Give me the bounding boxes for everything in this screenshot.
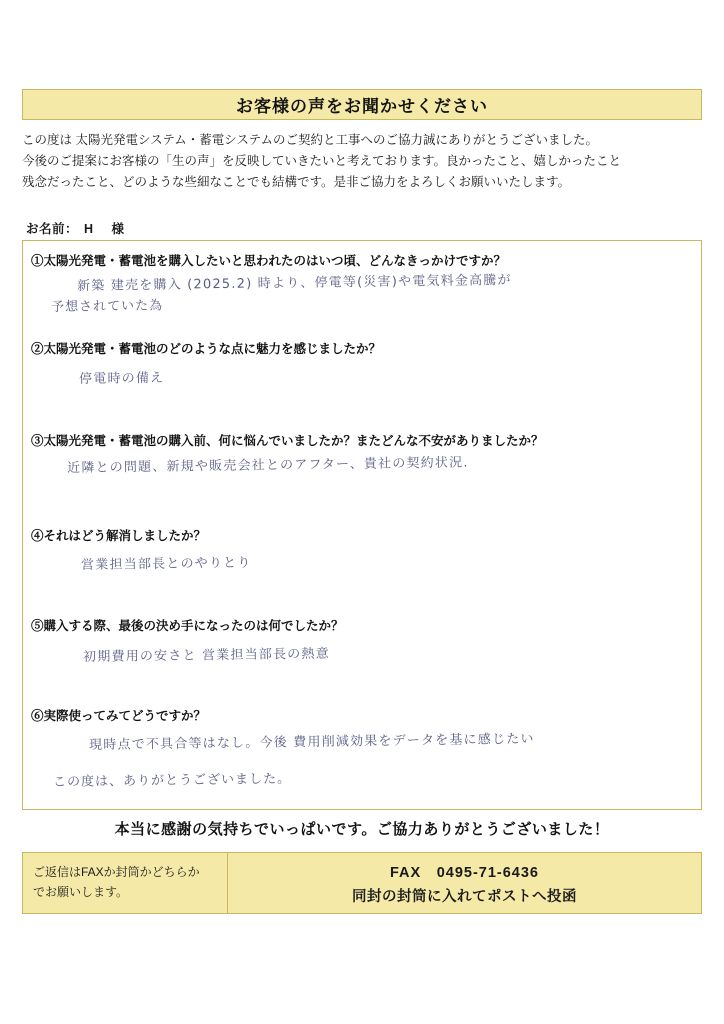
question-5: [31, 616, 691, 667]
question-3-text: ③太陽光発電・蓄電池の購入前、何に悩んでいましたか？またどんな不安がありましたか？: [31, 434, 544, 448]
customer-name-line: [26, 219, 326, 237]
question-3-answer-line-1: 近隣との問題、新規や販売会社とのアフター、貴社の契約状況.: [67, 455, 469, 476]
question-6: [31, 706, 691, 792]
intro-paragraph: [22, 130, 702, 193]
question-1-text: ①太陽光発電・蓄電池を購入したいと思われたのはいつ頃、どんなきっかけですか？: [31, 254, 507, 268]
footer-reply-instructions: [23, 853, 228, 913]
intro-line-3: 残念だったこと、どのような些細なことでも結構です。是非ご協力をよろしくお願いいたします。: [22, 175, 571, 189]
question-4: [31, 526, 691, 575]
question-5-answer-line-1: 初期費用の安さと 営業担当部長の熱意: [83, 646, 330, 665]
questionnaire-box: [22, 240, 702, 810]
question-2-answer-line-1: 停電時の備え: [79, 370, 165, 387]
question-1-answer-line-1: 新築 建売を購入 (2025.2) 時より、停電等(災害)や電気料金高騰が: [77, 272, 512, 294]
question-4-text: ④それはどう解消しましたか？: [31, 529, 207, 543]
intro-line-2: 今後のご提案にお客様の「生の声」を反映していきたいと考えております。良かったこと、嬉しかったこと: [22, 154, 622, 168]
intro-line-1: この度は 太陽光発電システム・蓄電システムのご契約と工事へのご協力誠にありがとうございました。: [22, 133, 598, 147]
post-instruction: 同封の封筒に入れてポストへ投函: [352, 888, 577, 905]
footer-contact: [228, 853, 701, 913]
question-2: [31, 339, 691, 389]
question-1: [31, 251, 691, 317]
thanks-line: 本当に感謝の気持ちでいっぱいです。ご協力ありがとうございました！: [114, 821, 610, 838]
question-3: [31, 431, 691, 478]
question-5-text: ⑤購入する際、最後の決め手になったのは何でしたか？: [31, 619, 344, 633]
footer-reply-line-2: でお願いします。: [33, 885, 129, 899]
customer-name-label: お名前：: [26, 222, 79, 236]
question-4-answer-line-1: 営業担当部長とのやりとり: [81, 555, 252, 573]
page-title: お客様の声をお聞かせください: [236, 97, 488, 116]
header-band: [22, 89, 702, 120]
question-6-answer-line-2: この度は、ありがとうございました。: [53, 771, 292, 790]
footer-box: [22, 852, 702, 914]
question-6-text: ⑥実際使ってみてどうですか？: [31, 709, 207, 723]
customer-name-value: H 様: [84, 222, 128, 236]
fax-number: FAX 0495-71-6436: [390, 864, 539, 881]
question-6-answer-line-1: 現時点で不具合等はなし。今後 費用削減効果をデータを基に感じたい: [89, 731, 535, 753]
footer-reply-line-1: ご返信はFAXか封筒かどちらか: [33, 865, 200, 879]
question-1-answer-line-2: 予想されていた為: [51, 298, 164, 315]
question-2-text: ②太陽光発電・蓄電池のどのような点に魅力を感じましたか？: [31, 342, 382, 356]
